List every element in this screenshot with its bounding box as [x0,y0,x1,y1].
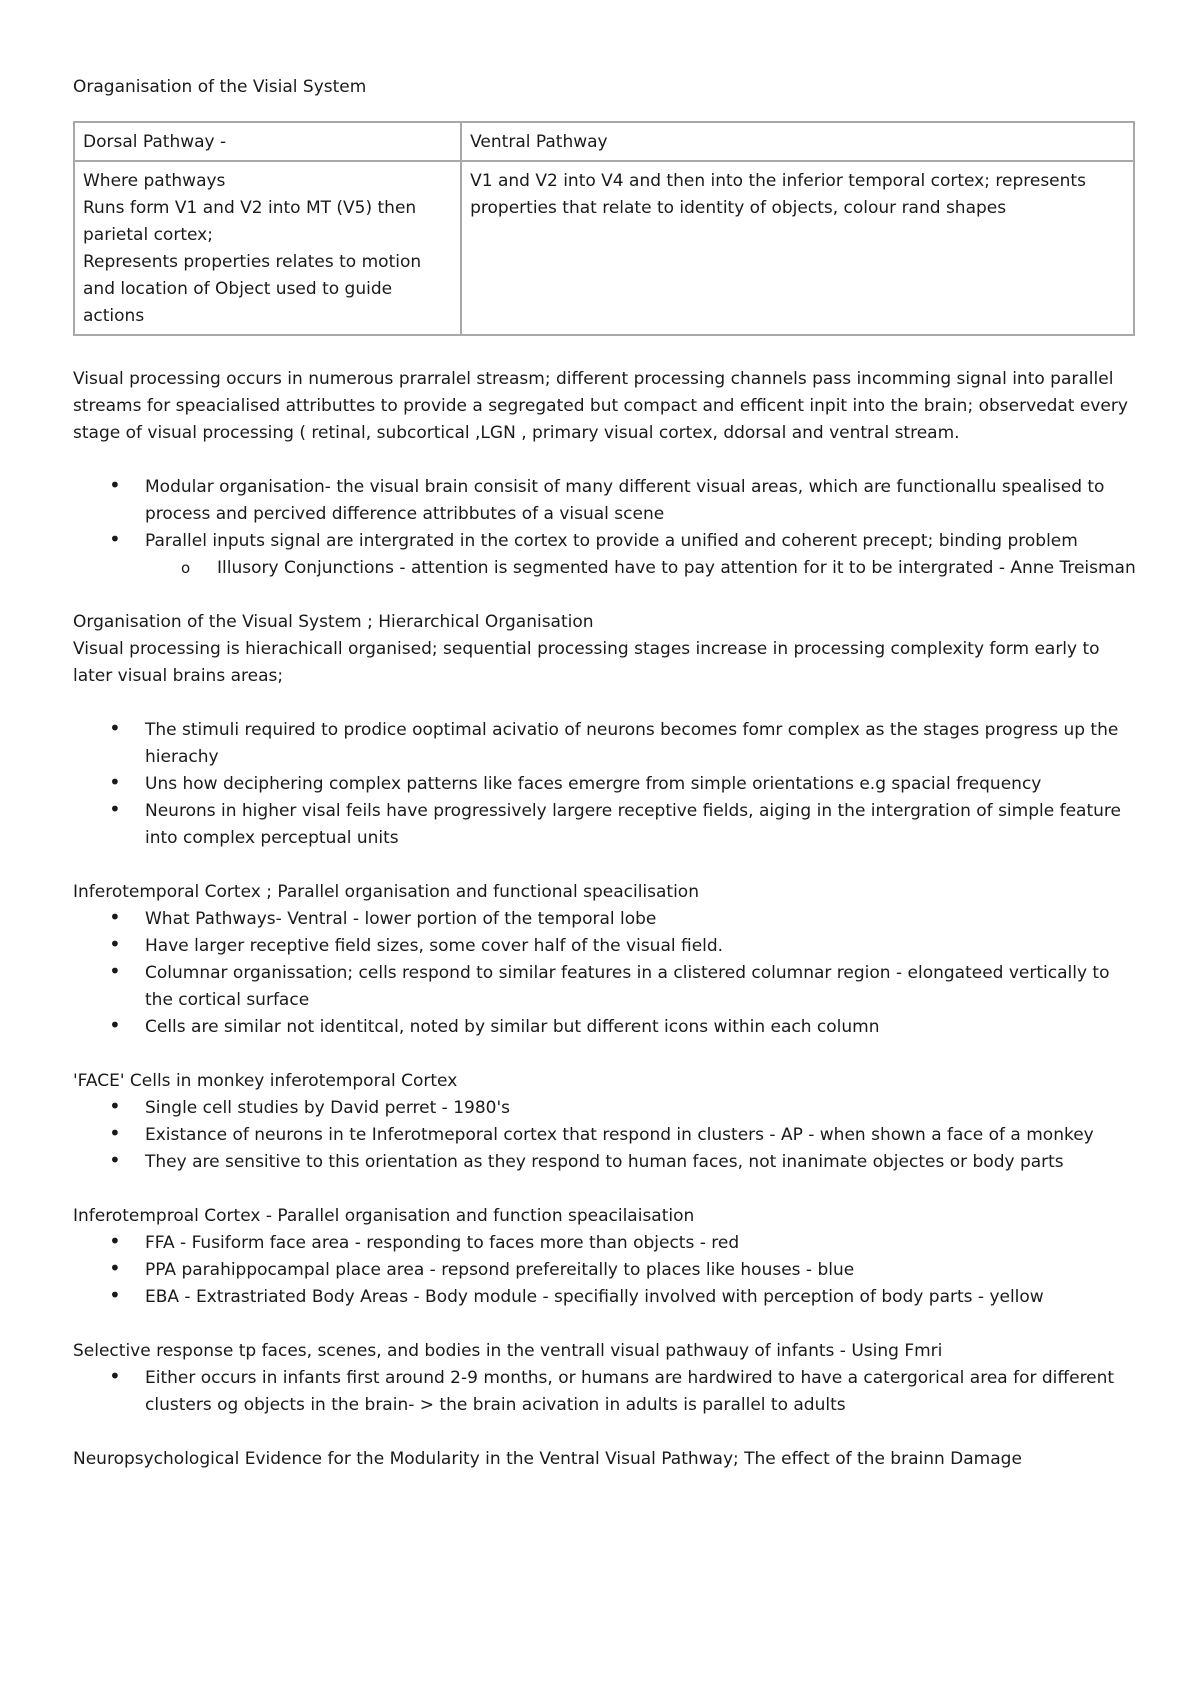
bullet-list [73,1230,1137,1311]
section-heading: Organisation of the Visual System ; Hierarchical Organisation [73,612,594,632]
document-page [73,74,1137,1473]
list-item: • Modular organisation- the visual brain consisit of many different visual areas, which are functionallu spealised to process and percived difference attribbutes of a visual scene [73,474,1137,528]
inferotemporal-section [73,879,1137,1041]
list-item: • Uns how deciphering complex patterns like faces emergre from simple orientations e.g spacial frequency [73,771,1137,798]
list-item: • Columnar organissation; cells respond to similar features in a clistered columnar region - elongateed vertically to the cortical surface [73,960,1137,1014]
list-item [73,528,1137,582]
bullet-list [73,717,1137,852]
dorsal-cell [74,161,461,335]
ventral-cell [461,161,1134,335]
list-item: • Either occurs in infants first around 2-9 months, or humans are hardwired to have a catergorical area for different clusters og objects in the brain- > the brain acivation in adults is parallel to adults [73,1365,1137,1419]
bullet-list [73,1365,1137,1419]
blank-line [73,690,1137,717]
infants-section [73,1338,1137,1419]
section-heading: 'FACE' Cells in monkey inferotemporal Cortex [73,1071,458,1091]
list-item: • PPA parahippocampal place area - repsond prefereitally to places like houses - blue [73,1257,1137,1284]
list-item: • EBA - Extrastriated Body Areas - Body module - specifially involved with perception of body parts - yellow [73,1284,1137,1311]
section-heading: Inferotemproal Cortex - Parallel organisation and function speacilaisation [73,1206,695,1226]
list-item: • FFA - Fusiform face area - responding to faces more than objects - red [73,1230,1137,1257]
list-item: • Neurons in higher visal feils have progressively largere receptive fields, aiging in the intergration of simple feature into complex perceptual units [73,798,1137,852]
modular-section [73,474,1137,582]
list-item: • What Pathways- Ventral - lower portion of the temporal lobe [73,906,1137,933]
section-heading: Inferotemporal Cortex ; Parallel organisation and functional speacilisation [73,882,699,902]
sub-bullet-list [145,555,1137,582]
section-heading: Selective response tp faces, scenes, and bodies in the ventrall visual pathwauy of infants - Using Fmri [73,1341,943,1361]
list-item: • They are sensitive to this orientation as they respond to human faces, not inanimate objectes or body parts [73,1149,1137,1176]
list-item-text: Parallel inputs signal are intergrated in the cortex to provide a unified and coherent precept; binding problem [145,531,1078,551]
list-item: • Have larger receptive field sizes, some cover half of the visual field. [73,933,1137,960]
ventral-cell-line: V1 and V2 into V4 and then into the inferior temporal cortex; represents properties that relate to identity of objects, colour rand shapes [470,171,1086,218]
document-title: Oraganisation of the Visial System [73,77,367,97]
dorsal-cell-line: Where pathways [83,171,226,191]
final-heading: Neuropsychological Evidence for the Modularity in the Ventral Visual Pathway; The effect of the brainn Damage [73,1449,1022,1469]
hierarchical-section [73,609,1137,852]
dorsal-cell-line: Runs form V1 and V2 into MT (V5) then parietal cortex; [83,198,417,245]
bullet-list [73,474,1137,582]
pathways-table [73,121,1135,336]
face-cells-section [73,1068,1137,1176]
specialisation-section [73,1203,1137,1311]
list-item: • Single cell studies by David perret - 1980's [73,1095,1137,1122]
table-header-ventral: Ventral Pathway [461,122,1134,161]
list-item: • The stimuli required to prodice ooptimal acivatio of neurons becomes fomr complex as the stages progress up the hierachy [73,717,1137,771]
table-row [74,161,1134,335]
dorsal-cell-line: Represents properties relates to motion and location of Object used to guide actions [83,252,422,326]
table-header-row [74,122,1134,161]
list-item: • Existance of neurons in te Inferotmeporal cortex that respond in clusters - AP - when shown a face of a monkey [73,1122,1137,1149]
list-item: • Cells are similar not identitcal, noted by similar but different icons within each column [73,1014,1137,1041]
section-paragraph: Visual processing is hierachicall organised; sequential processing stages increase in processing complexity form early to later visual brains areas; [73,639,1100,686]
sub-list-item: o Illusory Conjunctions - attention is segmented have to pay attention for it to be intergrated - Anne Treisman [145,555,1137,582]
table-header-dorsal: Dorsal Pathway - [74,122,461,161]
bullet-list [73,1095,1137,1176]
intro-paragraph: Visual processing occurs in numerous prarralel streasm; different processing channels pass incomming signal into parallel streams for speacialised attributtes to provide a segregated but compact and efficent inpit into the brain; observedat every stage of visual processing ( retinal, subcortical ,LGN , primary visual cortex, ddorsal and ventral stream. [73,369,1128,443]
bullet-list [73,906,1137,1041]
